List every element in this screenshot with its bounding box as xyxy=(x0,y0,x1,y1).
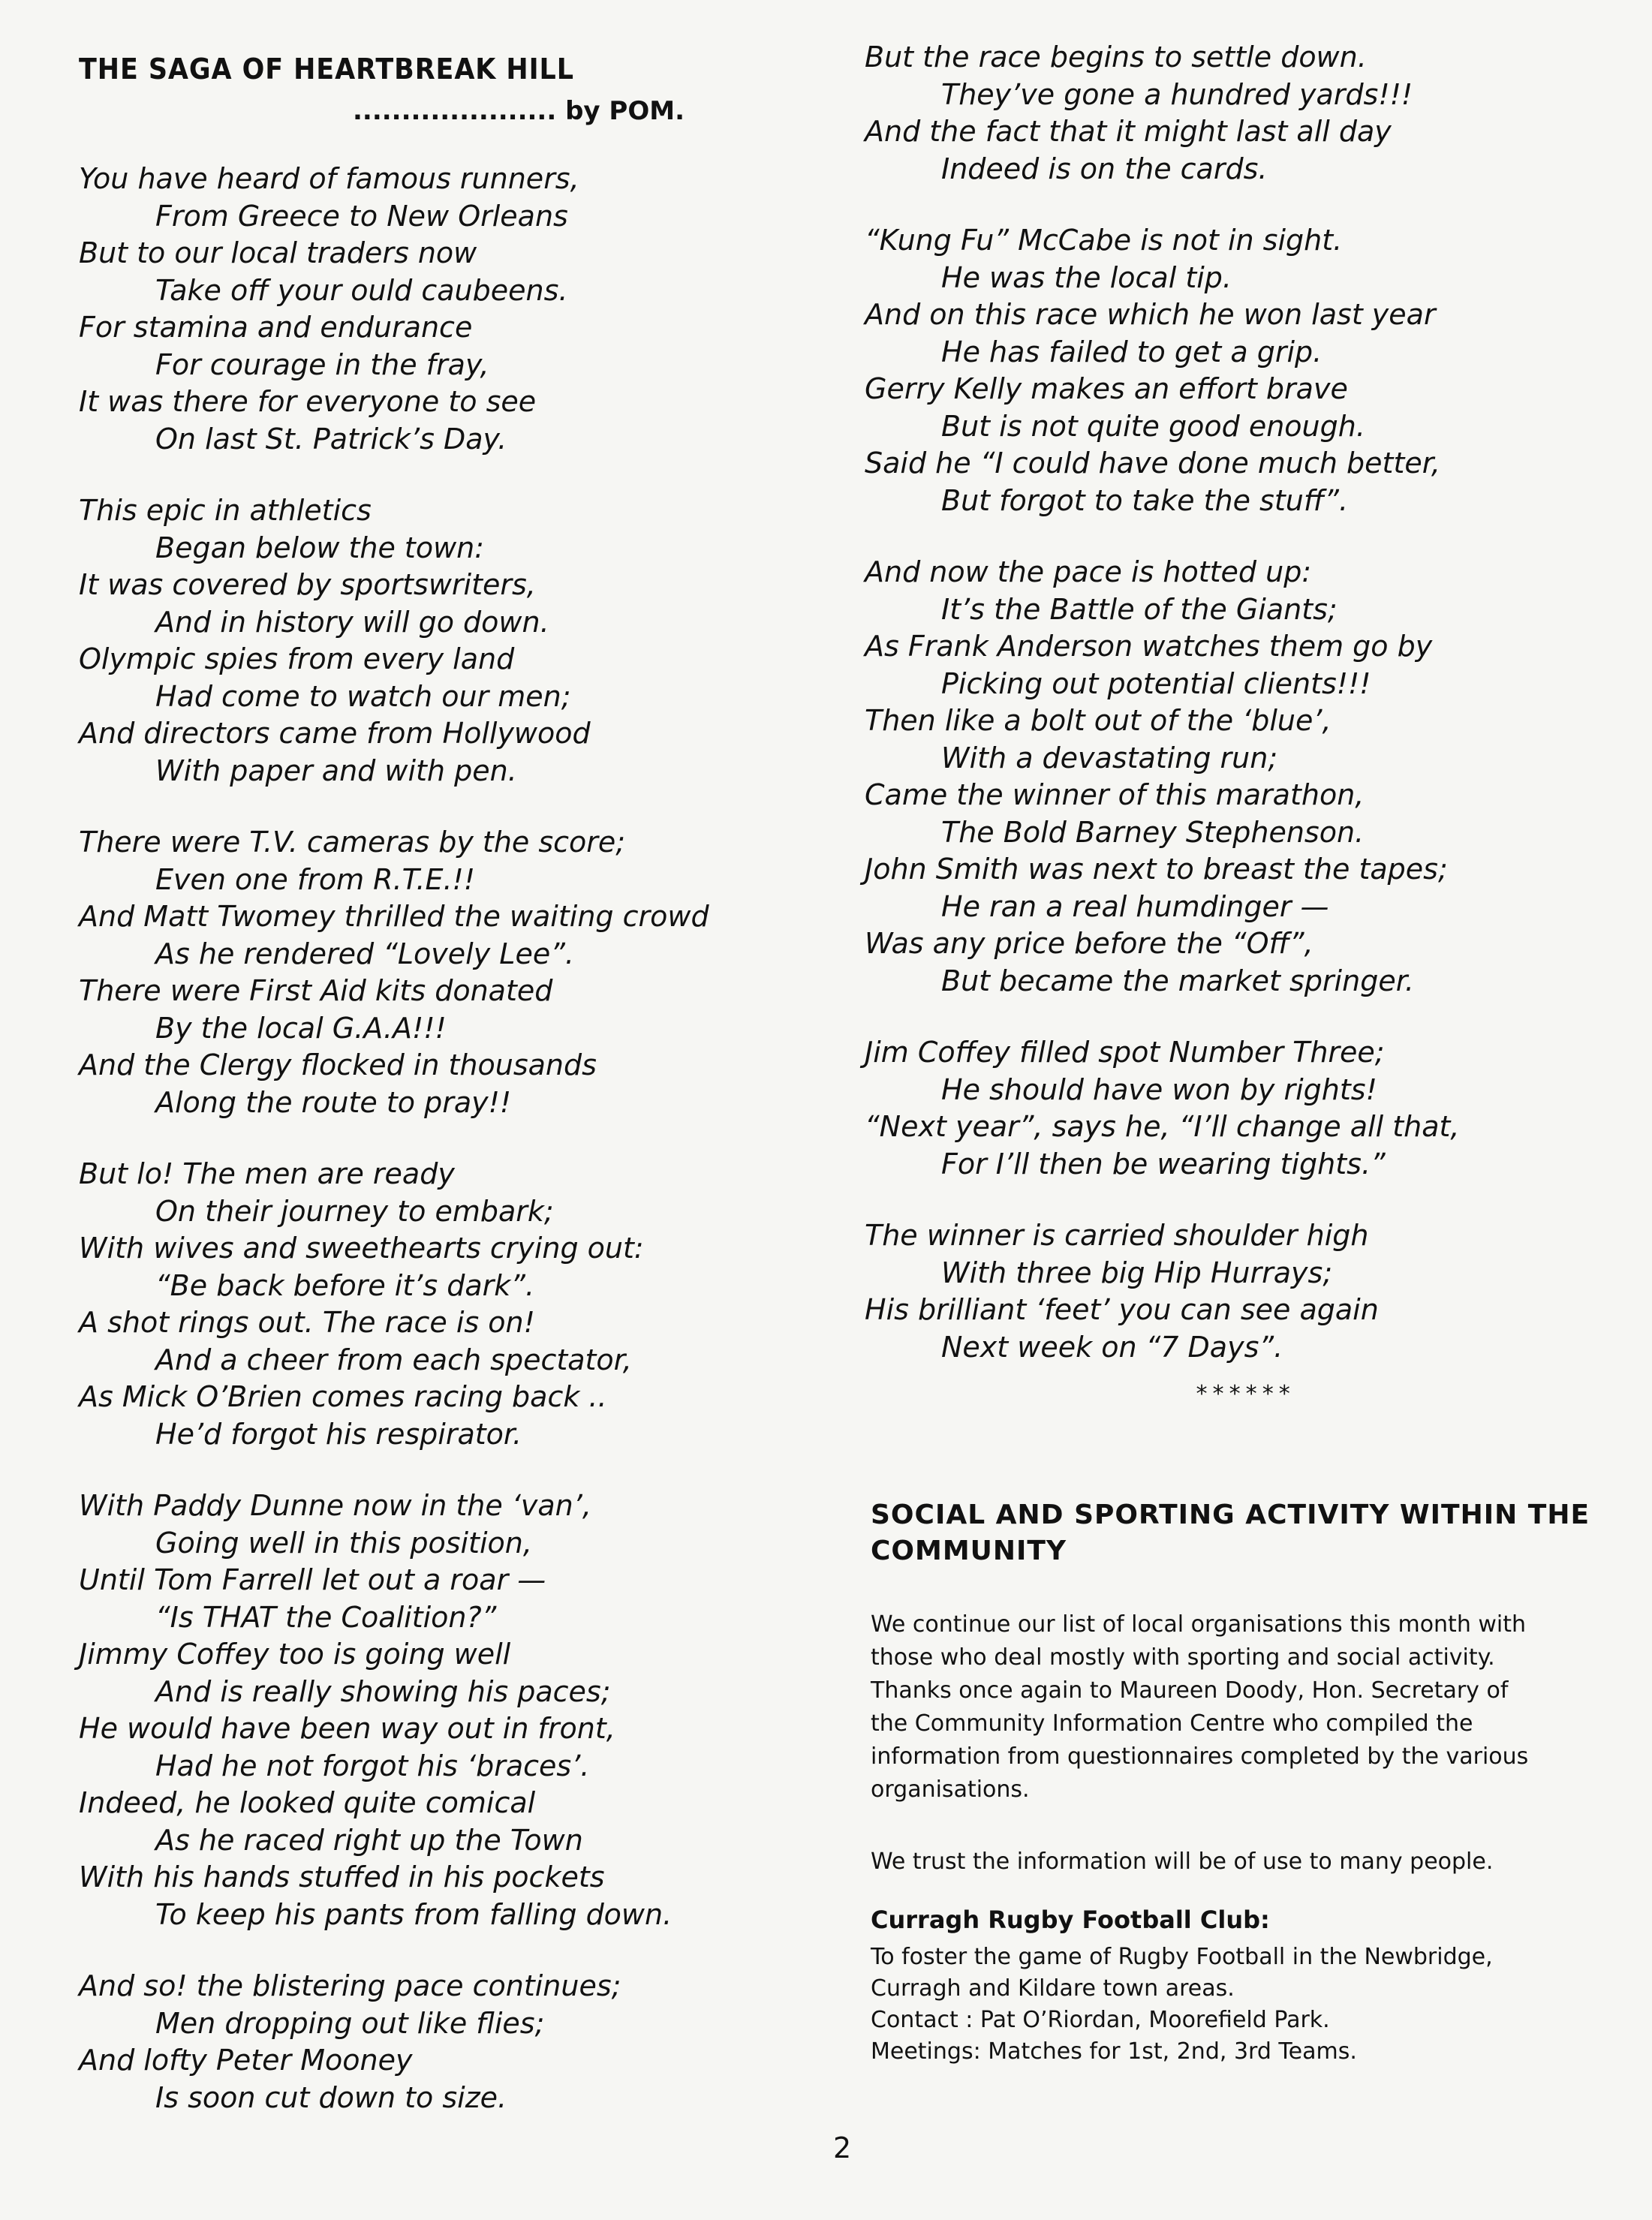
poem-line: But lo! The men are ready xyxy=(79,1157,455,1190)
poem-stanza xyxy=(865,1034,1623,1183)
poem-line: Jimmy Coffey too is going well xyxy=(79,1638,511,1671)
poem-line: He has failed to get a grip. xyxy=(941,335,1323,368)
poem-line: With Paddy Dunne now in the ‘van’, xyxy=(79,1489,591,1522)
poem-line: “Next year”, says he, “I’ll change all that, xyxy=(865,1110,1460,1143)
poem-line: Then like a bolt out of the ‘blue’, xyxy=(865,704,1332,737)
poem-stanza xyxy=(79,1156,837,1453)
poem-line: Olympic spies from every land xyxy=(79,642,515,675)
poem-line: Take off your ould caubeens. xyxy=(155,273,568,307)
poem-line: He would have been way out in front, xyxy=(79,1712,615,1745)
poem-line: And directors came from Hollywood xyxy=(79,717,591,750)
poem-line: He’d forgot his respirator. xyxy=(155,1417,522,1451)
club-detail-line: Contact : Pat O’Riordan, Moorefield Park. xyxy=(871,2007,1330,2033)
poem-title: THE SAGA OF HEARTBREAK HILL xyxy=(79,53,574,86)
poem-stanza xyxy=(865,1217,1623,1366)
poem-line: With paper and with pen. xyxy=(155,754,517,787)
poem-line: And in history will go down. xyxy=(155,605,549,639)
poem-line: A shot rings out. The race is on! xyxy=(79,1306,535,1339)
intro-line: organisations. xyxy=(871,1776,1030,1803)
poem-line: It’s the Battle of the Giants; xyxy=(941,592,1338,626)
poem-line: There were T.V. cameras by the score; xyxy=(79,826,626,859)
poem-byline: ..................... by POM. xyxy=(353,96,685,126)
poem-end-mark: ****** xyxy=(1195,1381,1295,1407)
poem-line: Indeed is on the cards. xyxy=(941,152,1268,185)
poem-line: Had he not forgot his ‘braces’. xyxy=(155,1749,590,1782)
page-number: 2 xyxy=(833,2131,852,2164)
poem-line: And a cheer from each spectator, xyxy=(155,1343,632,1376)
poem-line: Jim Coffey filled spot Number Three; xyxy=(865,1036,1385,1069)
poem-line: Until Tom Farrell let out a roar — xyxy=(79,1563,546,1596)
poem-line: The Bold Barney Stephenson. xyxy=(941,815,1365,849)
poem-line: With wives and sweethearts crying out: xyxy=(79,1232,644,1265)
poem-line: Began below the town: xyxy=(155,531,485,564)
poem-line: For courage in the fray, xyxy=(155,347,489,381)
club-name: Curragh Rugby Football Club: xyxy=(871,1906,1270,1934)
poem-stanza xyxy=(79,161,837,458)
poem-line: He ran a real humdinger — xyxy=(941,889,1329,923)
poem-line: John Smith was next to breast the tapes; xyxy=(865,853,1448,886)
intro-line: the Community Information Centre who compiled the xyxy=(871,1710,1473,1737)
poem-line: He was the local tip. xyxy=(941,260,1232,294)
poem-line: And the Clergy flocked in thousands xyxy=(79,1048,597,1081)
poem-line: Indeed, he looked quite comical xyxy=(79,1786,536,1819)
poem-line: For stamina and endurance xyxy=(79,311,473,344)
poem-line: But is not quite good enough. xyxy=(941,409,1365,443)
left-column xyxy=(79,53,837,2151)
section-title xyxy=(871,1497,1623,1569)
note-paragraph: We trust the information will be of use to many people. xyxy=(871,1848,1494,1875)
poem-line: There were First Aid kits donated xyxy=(79,974,553,1007)
club-detail-line: Meetings: Matches for 1st, 2nd, 3rd Teams. xyxy=(871,2038,1357,2065)
poem-stanza xyxy=(79,492,837,790)
intro-line: those who deal mostly with sporting and social activity. xyxy=(871,1644,1495,1671)
poem-line: By the local G.A.A!!! xyxy=(155,1011,447,1045)
poem-line: From Greece to New Orleans xyxy=(155,199,568,233)
poem-line: His brilliant ‘feet’ you can see again xyxy=(865,1293,1379,1326)
poem-line: Gerry Kelly makes an effort brave xyxy=(865,372,1348,405)
intro-paragraph xyxy=(871,1608,1623,1806)
poem-line: As Mick O’Brien comes racing back .. xyxy=(79,1380,607,1413)
poem-line: Came the winner of this marathon, xyxy=(865,778,1365,811)
poem-stanza xyxy=(79,1968,837,2116)
club-detail-line: To foster the game of Rugby Football in the Newbridge, xyxy=(871,1944,1493,1970)
intro-line: information from questionnaires completed by the various xyxy=(871,1743,1529,1770)
poem-line: For I’ll then be wearing tights.” xyxy=(941,1147,1386,1181)
poem-line: And the fact that it might last all day xyxy=(865,115,1392,148)
poem-line: Said he “I could have done much better, xyxy=(865,447,1440,480)
poem-line: But the race begins to settle down. xyxy=(865,41,1367,74)
poem-line: “Be back before it’s dark”. xyxy=(155,1268,535,1302)
club-detail-line: Curragh and Kildare town areas. xyxy=(871,1975,1235,2002)
poem-line: Was any price before the “Off”, xyxy=(865,927,1313,960)
poem-line: He should have won by rights! xyxy=(941,1072,1377,1106)
right-stanzas xyxy=(865,39,1623,1366)
intro-line: Thanks once again to Maureen Doody, Hon. Secretary of xyxy=(871,1677,1509,1704)
poem-line: With three big Hip Hurrays; xyxy=(941,1256,1333,1289)
intro-line: We continue our list of local organisations this month with xyxy=(871,1611,1527,1638)
poem-line: On their journey to embark; xyxy=(155,1194,554,1228)
poem-line: And lofty Peter Mooney xyxy=(79,2044,413,2077)
poem-stanza xyxy=(865,222,1623,519)
poem-line: To keep his pants from falling down. xyxy=(155,1897,673,1931)
section-title-line: SOCIAL AND SPORTING ACTIVITY WITHIN THE xyxy=(871,1500,1590,1530)
poem-line: On last St. Patrick’s Day. xyxy=(155,422,507,456)
poem-line: They’ve gone a hundred yards!!! xyxy=(941,77,1413,111)
poem-line: Going well in this position, xyxy=(155,1526,532,1560)
section-title-line: COMMUNITY xyxy=(871,1536,1067,1566)
poem-line: With a devastating run; xyxy=(941,741,1278,775)
poem-line: As Frank Anderson watches them go by xyxy=(865,630,1433,663)
poem-line: But to our local traders now xyxy=(79,236,477,269)
poem-line: And Matt Twomey thrilled the waiting crowd xyxy=(79,900,709,933)
poem-line: And on this race which he won last year xyxy=(865,298,1436,331)
poem-line: As he raced right up the Town xyxy=(155,1823,583,1857)
poem-line: And now the pace is hotted up: xyxy=(865,555,1312,588)
poem-line: It was there for everyone to see xyxy=(79,385,537,418)
poem-line: With his hands stuffed in his pockets xyxy=(79,1861,605,1894)
poem-line: And so! the blistering pace continues; xyxy=(79,1969,621,2002)
poem-line: Is soon cut down to size. xyxy=(155,2080,507,2114)
club-details xyxy=(871,1942,1623,2068)
poem-line: And is really showing his paces; xyxy=(155,1674,611,1708)
right-column xyxy=(865,39,1623,2068)
poem-line: You have heard of famous runners, xyxy=(79,162,579,195)
poem-line: This epic in athletics xyxy=(79,494,372,527)
poem-stanza xyxy=(865,39,1623,188)
poem-line: It was covered by sportswriters, xyxy=(79,568,536,601)
poem-stanza xyxy=(79,824,837,1121)
poem-line: Next week on “7 Days”. xyxy=(941,1330,1283,1364)
poem-line: As he rendered “Lovely Lee”. xyxy=(155,937,574,970)
poem-line: Along the route to pray!! xyxy=(155,1085,512,1119)
poem-line: But forgot to take the stuff”. xyxy=(941,483,1349,517)
poem-line: “Kung Fu” McCabe is not in sight. xyxy=(865,224,1343,257)
poem-line: But became the market springer. xyxy=(941,964,1414,997)
poem-line: Had come to watch our men; xyxy=(155,679,571,713)
poem-line: “Is THAT the Coalition?” xyxy=(155,1600,497,1634)
poem-line: Picking out potential clients!!! xyxy=(941,666,1371,700)
left-stanzas xyxy=(79,161,837,2116)
poem-stanza xyxy=(79,1488,837,1933)
poem-line: The winner is carried shoulder high xyxy=(865,1219,1369,1252)
poem-line: Men dropping out like flies; xyxy=(155,2006,545,2040)
poem-line: Even one from R.T.E.!! xyxy=(155,862,475,896)
poem-stanza xyxy=(865,554,1623,1000)
